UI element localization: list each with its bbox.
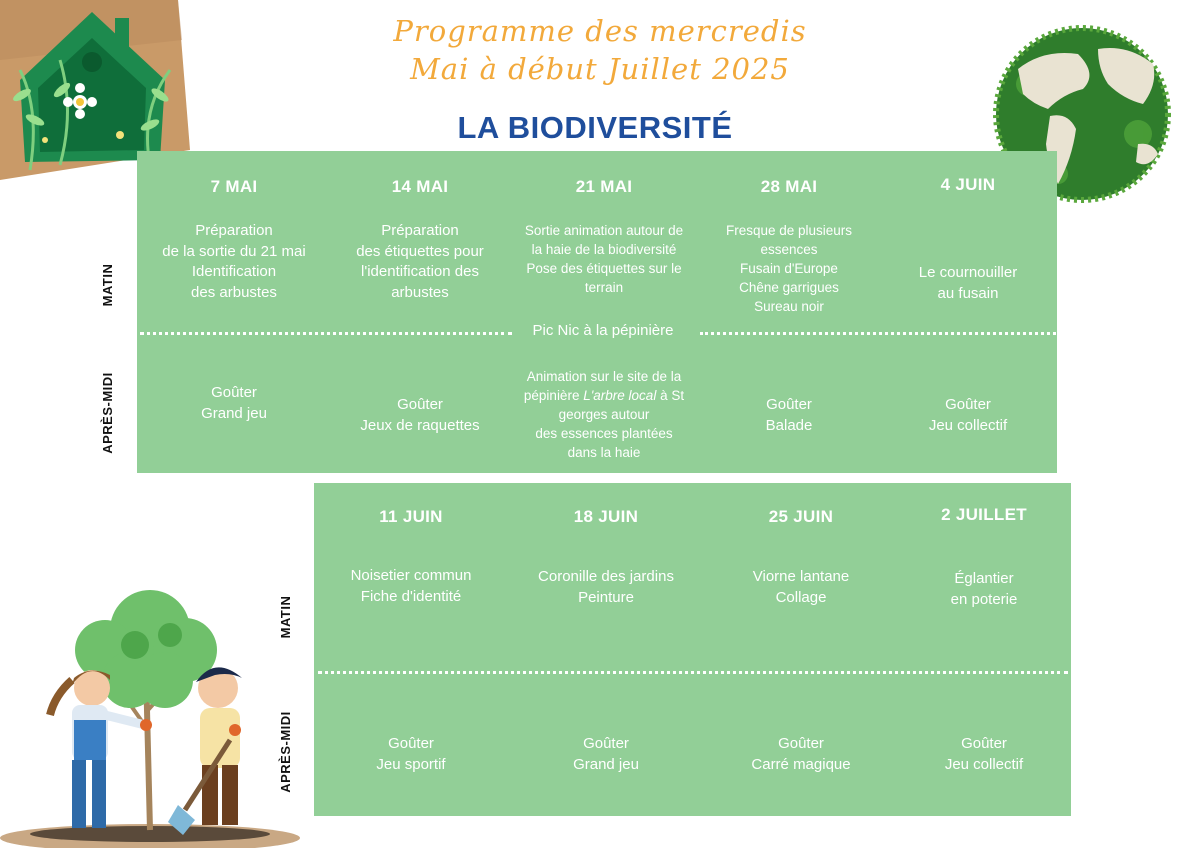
morning-afternoon-divider <box>700 332 1056 335</box>
afternoon-activity: Goûter Grand jeu <box>201 384 267 422</box>
afternoon-activity: Goûter Jeu sportif <box>376 735 446 773</box>
afternoon-activity: Goûter Balade <box>765 396 813 434</box>
morning-afternoon-divider <box>140 332 512 335</box>
afternoon-activity: Goûter Jeu collectif <box>928 396 1008 434</box>
morning-activity: Le cournouiller au fusain <box>918 264 1018 302</box>
afternoon-activity: Goûter Jeux de raquettes <box>360 396 480 434</box>
morning-activity: Sortie animation autour de la haie de la biodiversité Pose des étiquettes sur le terrain <box>524 223 684 295</box>
morning-activity: Préparation de la sortie du 21 mai Identification des arbustes <box>162 222 306 301</box>
page-title: LA BIODIVERSITÉ <box>457 110 733 145</box>
day-date: 4 JUIN <box>940 175 996 194</box>
header-line-1: Programme des mercredis <box>393 14 807 48</box>
day-date: 21 MAI <box>575 177 633 196</box>
day-date: 11 JUIN <box>379 507 443 526</box>
day-column <box>896 483 1072 816</box>
day-column <box>880 151 1056 473</box>
morning-activity: Fresque de plusieurs essences Fusain d'Europe Chêne garrigues Sureau noir <box>725 223 853 314</box>
afternoon-activity: Goûter Jeu collectif <box>944 735 1024 773</box>
day-column <box>146 151 322 473</box>
morning-activity: Églantier en poterie <box>950 570 1018 608</box>
day-date: 14 MAI <box>391 177 449 196</box>
afternoon-activity: Animation sur le site de la pépinière L'arbre local à St georges autour des essences plantées dans la haie <box>523 369 685 460</box>
day-column <box>704 151 874 473</box>
day-date: 18 JUIN <box>573 507 639 526</box>
afternoon-activity: Goûter Carré magique <box>751 735 851 773</box>
day-date: 7 MAI <box>210 177 258 196</box>
day-column <box>332 151 508 473</box>
day-date: 25 JUIN <box>768 507 834 526</box>
morning-label: MATIN <box>278 595 293 639</box>
picnic-note: Pic Nic à la pépinière <box>532 322 674 339</box>
morning-label: MATIN <box>100 263 115 307</box>
morning-activity: Viorne lantane Collage <box>752 568 850 606</box>
afternoon-label: APRÈS-MIDI <box>278 711 293 793</box>
day-column <box>516 483 696 816</box>
morning-afternoon-divider <box>318 671 1068 674</box>
header-line-2: Mai à début Juillet 2025 <box>410 52 790 86</box>
tree-planting-kids-icon <box>0 580 330 848</box>
morning-activity: Coronille des jardins Peinture <box>538 568 674 606</box>
afternoon-label: APRÈS-MIDI <box>100 372 115 454</box>
day-column <box>712 483 890 816</box>
day-column <box>508 151 700 473</box>
morning-activity: Noisetier commun Fiche d'identité <box>350 567 472 605</box>
morning-activity: Préparation des étiquettes pour l'identification des arbustes <box>356 222 484 301</box>
afternoon-activity: Goûter Grand jeu <box>573 735 639 773</box>
day-date: 28 MAI <box>760 177 818 196</box>
day-column <box>322 483 500 816</box>
day-date: 2 JUILLET <box>941 505 1027 524</box>
